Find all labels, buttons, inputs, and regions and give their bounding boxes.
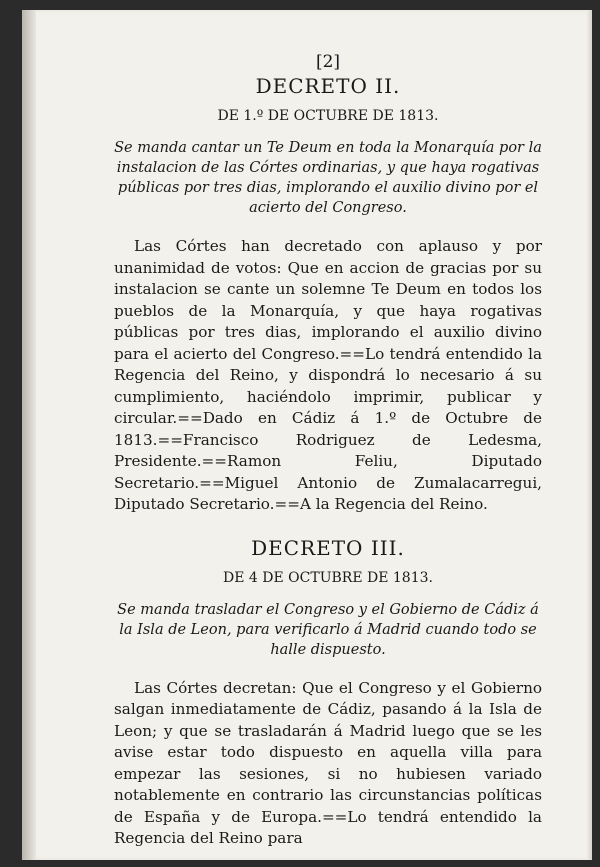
page-content	[114, 52, 542, 860]
decree-iii-body: Las Córtes decretan: Que el Congreso y el Gobierno salgan inmediatamente de Cádiz, pasando á la Isla de Leon; y que se trasladarán á Madrid luego que se les avise estar todo dispuesto en aquella villa para empezar las sesiones, si no hubiesen variado notablemente en contrario las circunstancias políticas de España y de Europa.==Lo tendrá entendido la Regencia del Reino para	[114, 678, 542, 847]
decree-ii-date: DE 1.º DE OCTUBRE DE 1813.	[217, 108, 439, 124]
page-number: [2]	[315, 52, 341, 72]
decree-iii	[114, 536, 542, 850]
decree-iii-heading: DECRETO III.	[251, 535, 405, 560]
document-page	[22, 10, 592, 860]
decree-ii-heading: DECRETO II.	[255, 74, 401, 98]
page-edge	[586, 10, 592, 860]
decree-iii-summary: Se manda trasladar el Congreso y el Gobierno de Cádiz á la Isla de Leon, para verificarlo á Madrid cuando todo se halle dispuesto.	[117, 601, 539, 658]
decree-ii-summary: Se manda cantar un Te Deum en toda la Monarquía por la instalacion de las Córtes ordinarias, y que haya rogativas públicas por tres dias, implorando el auxilio divino por el acierto del Congreso.	[114, 140, 542, 216]
decree-ii	[114, 74, 542, 516]
decree-ii-body: Las Córtes han decretado con aplauso y por unanimidad de votos: Que en accion de gracias por su instalacion se cante un solemne Te Deum en todos los pueblos de la Monarquía, y que haya rogativas públicas por tres dias, implorando el auxilio divino para el acierto del Congreso.==Lo tendrá entendido la Regencia del Reino, y dispondrá lo necesario á su cumplimiento, haciéndolo imprimir, publicar y circular.==Dado en Cádiz á 1.º de Octubre de 1813.==Francisco Rodriguez de Ledesma, Presidente.==Ramon Feliu, Diputado Secretario.==Miguel Antonio de Zumalacarregui, Diputado Secretario.==A la Regencia del Reino.	[114, 237, 542, 513]
decree-iii-date: DE 4 DE OCTUBRE DE 1813.	[223, 569, 433, 586]
book-gutter-shadow	[22, 10, 36, 860]
